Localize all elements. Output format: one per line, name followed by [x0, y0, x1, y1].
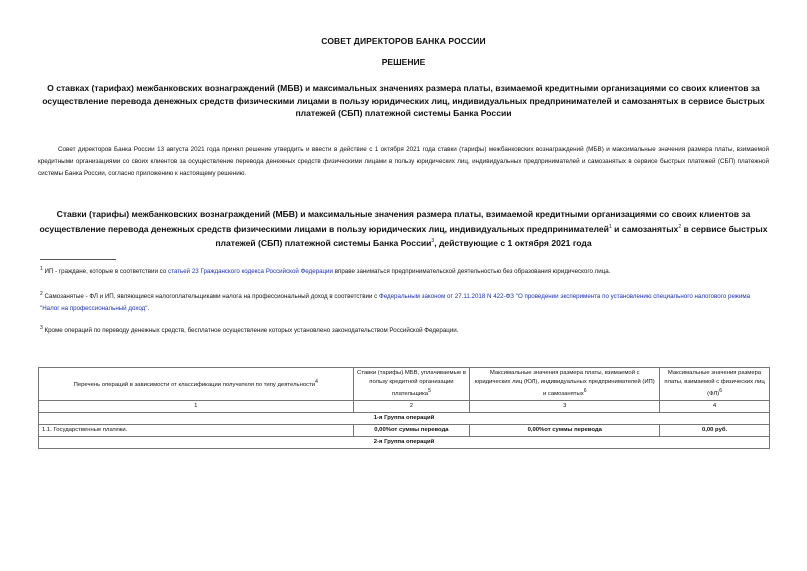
footnote-ref-2[interactable]: 2	[678, 223, 682, 230]
org-heading: СОВЕТ ДИРЕКТОРОВ БАНКА РОССИИ	[321, 36, 486, 46]
column-number: 4	[660, 400, 770, 412]
max-fee-legal: 0,00%от суммы перевода	[470, 424, 660, 436]
footnote-ref-4[interactable]: 4	[315, 379, 318, 385]
footnote-text: Самозанятые - ФЛ и ИП, являющиеся налогоплательщиками налога на профессиональный доход в соответствии с	[42, 293, 379, 301]
rates-table	[38, 367, 770, 449]
group-1-label: 1-я Группа операций	[39, 412, 770, 424]
footnote-3	[40, 322, 770, 337]
footnote-text: .	[147, 305, 150, 313]
max-fee-individual: 0,00 руб.	[660, 424, 770, 436]
column-number: 2	[353, 400, 470, 412]
document-subject: О ставках (тарифах) межбанковских вознаграждений (МБВ) и максимальных значениях размера платы, взимаемой кредитными организациями со своих клиентов за осуществление перевода денежных средств физическими лицами в пользу юридических лиц, индивидуальных предпринимателей и самозанятых в сервисе быстрых платежей (СБП) платежной системы Банка России	[42, 83, 765, 119]
footnote-mark: 3	[40, 325, 43, 331]
column-number: 1	[39, 400, 354, 412]
document-type: РЕШЕНИЕ	[381, 57, 426, 67]
footnote-ref-6[interactable]: 6	[583, 388, 587, 394]
header-mbv-rates: Ставки (тарифы) МБВ, уплачиваемые в пользу кредитной организации плательщика$^5$	[353, 368, 470, 401]
group-2-label: 2-я Группа операций	[39, 436, 770, 448]
footnote-text: ИП - граждане, которые в соответствии со	[42, 268, 168, 276]
header-max-legal: Максимальные значения размера платы, взимаемой с юридических лиц (ЮЛ), индивидуальных предпринимателей (ИП) и самозанятых$^6$	[470, 368, 660, 401]
footnote-divider	[40, 259, 116, 260]
group-row	[39, 412, 770, 424]
rates-title-part3: в сервисе быстрых платежей (СБП) платежной системы Банка России	[215, 223, 768, 248]
footnote-mark: 1	[40, 266, 43, 272]
civil-code-link[interactable]: статьей 23 Гражданского кодекса Российской Федерации	[168, 268, 333, 276]
footnote-text: Кроме операций по переводу денежных средств, бесплатное осуществление которых установлено законодательством Российской Федерации.	[42, 327, 459, 335]
footnote-mark: 2	[40, 291, 43, 297]
footnote-text: вправе заниматься предпринимательской деятельностью без образования юридического лица.	[332, 268, 611, 276]
rates-title-part1: Ставки (тарифы) межбанковских вознаграждений (МБВ) и максимальные значения размера платы, взимаемой кредитными организациями со своих клиентов за осуществление перевода денежных средств физическими лицами в пользу юридических лиц, индивидуальных предпринимателей	[39, 209, 751, 234]
rates-title-part4: , действующие с 1 октября 2021 года	[434, 237, 592, 248]
footnote-2	[40, 288, 770, 315]
rates-title-part2: и самозанятых	[611, 223, 679, 234]
group-row	[39, 436, 770, 448]
intro-paragraph: Совет директоров Банка России 13 августа 2021 года принял решение утвердить и ввести в действие с 1 октября 2021 года ставки (тарифы) межбанковских вознаграждений (МБВ) и максимальные значения размера платы, взимаемой кредитными организациями со своих клиентов за осуществление перевода денежных средств физическими лицами в пользу юридических лиц, индивидуальных предпринимателей и самозанятых в сервисе быстрых платежей (СБП) платежной системы Банка России, согласно приложению к настоящему решению.	[38, 146, 769, 177]
footnote-1	[40, 263, 770, 278]
footnote-ref-6b[interactable]: 6	[719, 388, 722, 394]
footnote-ref-5[interactable]: 5	[428, 388, 431, 394]
rates-title	[36, 208, 771, 250]
footnote-ref-3[interactable]: 3	[431, 238, 435, 245]
table-row	[39, 424, 770, 436]
column-number-row	[39, 400, 770, 412]
header-max-individual: Максимальные значения размера платы, взимаемой с физических лиц (ФЛ)$^6$	[660, 368, 770, 401]
federal-law-link[interactable]: Федеральным законом от 27.11.2018 N 422-ФЗ "О проведении эксперимента по установлению специального налогового режима "Налог на профессиональный доход"	[40, 293, 751, 313]
header-operations: Перечень операций в зависимости от классификации получателя по типу деятельности$^4$	[39, 368, 354, 401]
column-number: 3	[470, 400, 660, 412]
operation-name: 1.1. Государственные платежи.	[39, 424, 354, 436]
table-header-row	[39, 368, 770, 401]
mbv-rate: 0,00%от суммы перевода	[353, 424, 470, 436]
footnote-ref-1[interactable]: 1	[608, 223, 612, 230]
